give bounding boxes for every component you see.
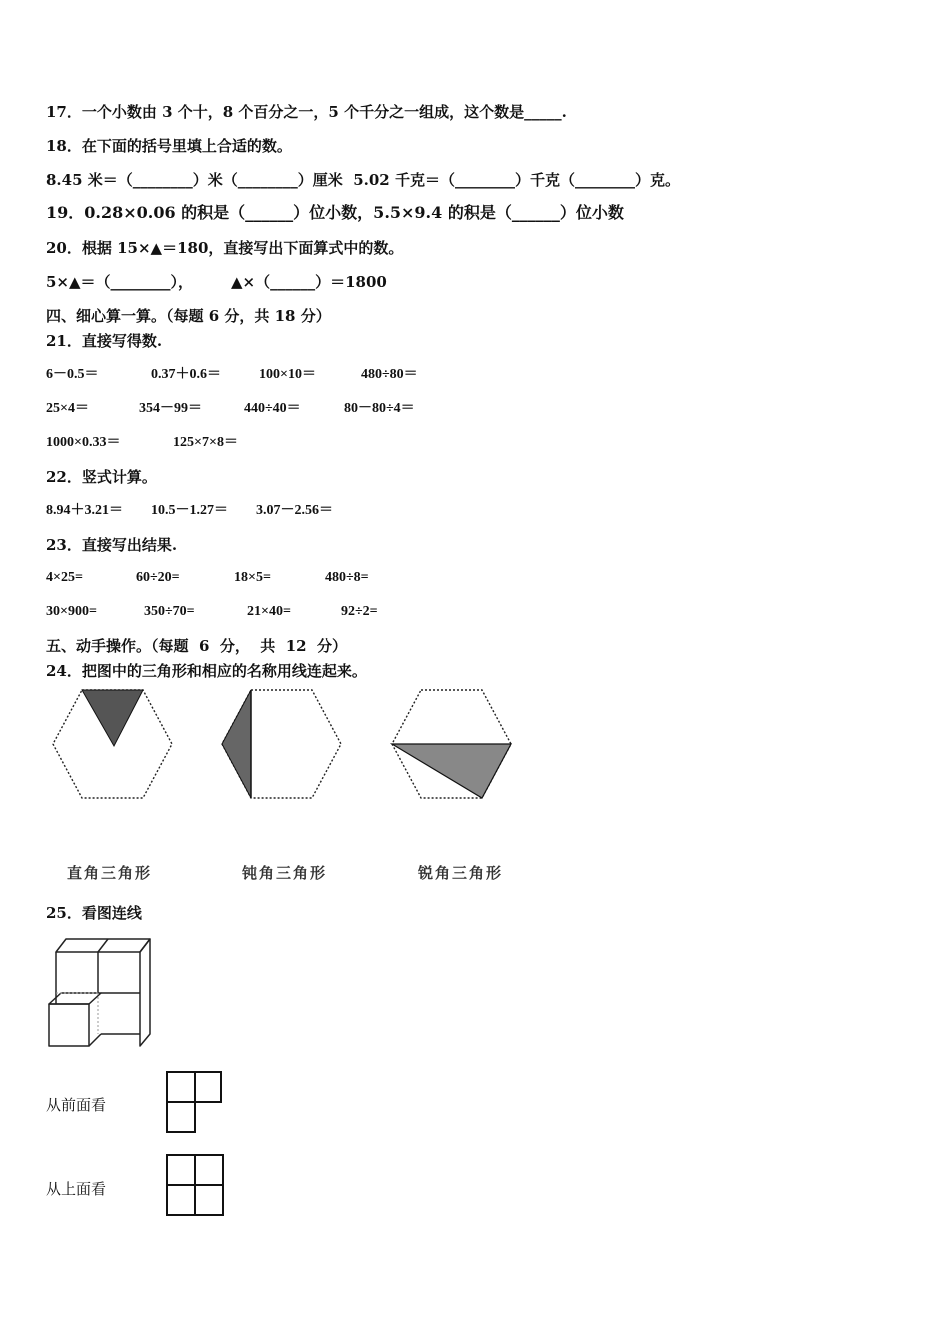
q21-r2-c2: 354－99＝ xyxy=(139,401,202,416)
question-21: 21．直接写得数. xyxy=(46,332,163,350)
hexagon-right-triangle-figure xyxy=(50,688,176,802)
cube-stack-figure xyxy=(46,936,158,1054)
question-20-a: 5×▲＝（________）， xyxy=(46,273,194,291)
view-top-label: 从上面看 xyxy=(46,1180,107,1198)
section-4-heading: 四、细心算一算。（每题 6 分，共 18 分） xyxy=(46,307,331,325)
q23-r1-c1: 4×25= xyxy=(46,570,83,585)
hexagon-acute-triangle-figure xyxy=(389,688,515,802)
label-acute-triangle: 锐角三角形 xyxy=(418,864,504,882)
question-23: 23．直接写出结果. xyxy=(46,536,178,554)
shaded-triangle xyxy=(392,744,511,798)
view-front-label: 从前面看 xyxy=(46,1096,107,1114)
q22-item-1: 8.94＋3.21＝ xyxy=(46,503,123,518)
q23-r2-c3: 21×40= xyxy=(247,604,291,619)
shaded-triangle xyxy=(82,690,143,746)
q21-r1-c3: 100×10＝ xyxy=(259,367,316,382)
shaded-triangle xyxy=(222,690,251,798)
question-25: 25．看图连线 xyxy=(46,904,142,922)
q21-r2-c1: 25×4＝ xyxy=(46,401,89,416)
q21-r2-c4: 80－80÷4＝ xyxy=(344,401,415,416)
q22-item-3: 3.07－2.56＝ xyxy=(256,503,333,518)
question-19: 19．0.28×0.06 的积是（______）位小数，5.5×9.4 的积是（______）位小数 xyxy=(46,203,624,222)
question-18-blanks: 8.45 米＝（________）米（________）厘米 5.02 千克＝（________）千克（________）克。 xyxy=(46,171,680,189)
question-18: 18．在下面的括号里填上合适的数。 xyxy=(46,137,292,155)
q22-item-2: 10.5－1.27＝ xyxy=(151,503,228,518)
q23-r1-c3: 18×5= xyxy=(234,570,271,585)
section-5-heading: 五、动手操作。（每题 6 分， 共 12 分） xyxy=(46,637,348,655)
front-view-grid xyxy=(165,1070,225,1136)
hexagon-obtuse-triangle-figure xyxy=(219,688,345,802)
q23-r1-c4: 480÷8= xyxy=(325,570,369,585)
q21-r2-c3: 440÷40＝ xyxy=(244,401,301,416)
q21-r3-c2: 125×7×8＝ xyxy=(173,435,238,450)
question-24: 24．把图中的三角形和相应的名称用线连起来。 xyxy=(46,662,367,680)
q21-r1-c1: 6－0.5＝ xyxy=(46,367,99,382)
q23-r1-c2: 60÷20= xyxy=(136,570,180,585)
q21-r1-c4: 480÷80＝ xyxy=(361,367,418,382)
q23-r2-c2: 350÷70= xyxy=(144,604,195,619)
question-20-b: ▲×（______）＝1800 xyxy=(231,273,387,291)
question-17: 17．一个小数由 3 个十，8 个百分之一，5 个千分之一组成，这个数是_____. xyxy=(46,103,567,121)
q23-r2-c1: 30×900= xyxy=(46,604,97,619)
question-20: 20．根据 15×▲＝180，直接写出下面算式中的数。 xyxy=(46,239,404,257)
top-view-grid xyxy=(165,1153,227,1219)
q21-r3-c1: 1000×0.33＝ xyxy=(46,435,121,450)
label-obtuse-triangle: 钝角三角形 xyxy=(242,864,328,882)
question-22: 22．竖式计算。 xyxy=(46,468,157,486)
q21-r1-c2: 0.37＋0.6＝ xyxy=(151,367,221,382)
label-right-triangle: 直角三角形 xyxy=(67,864,153,882)
q23-r2-c4: 92÷2= xyxy=(341,604,378,619)
